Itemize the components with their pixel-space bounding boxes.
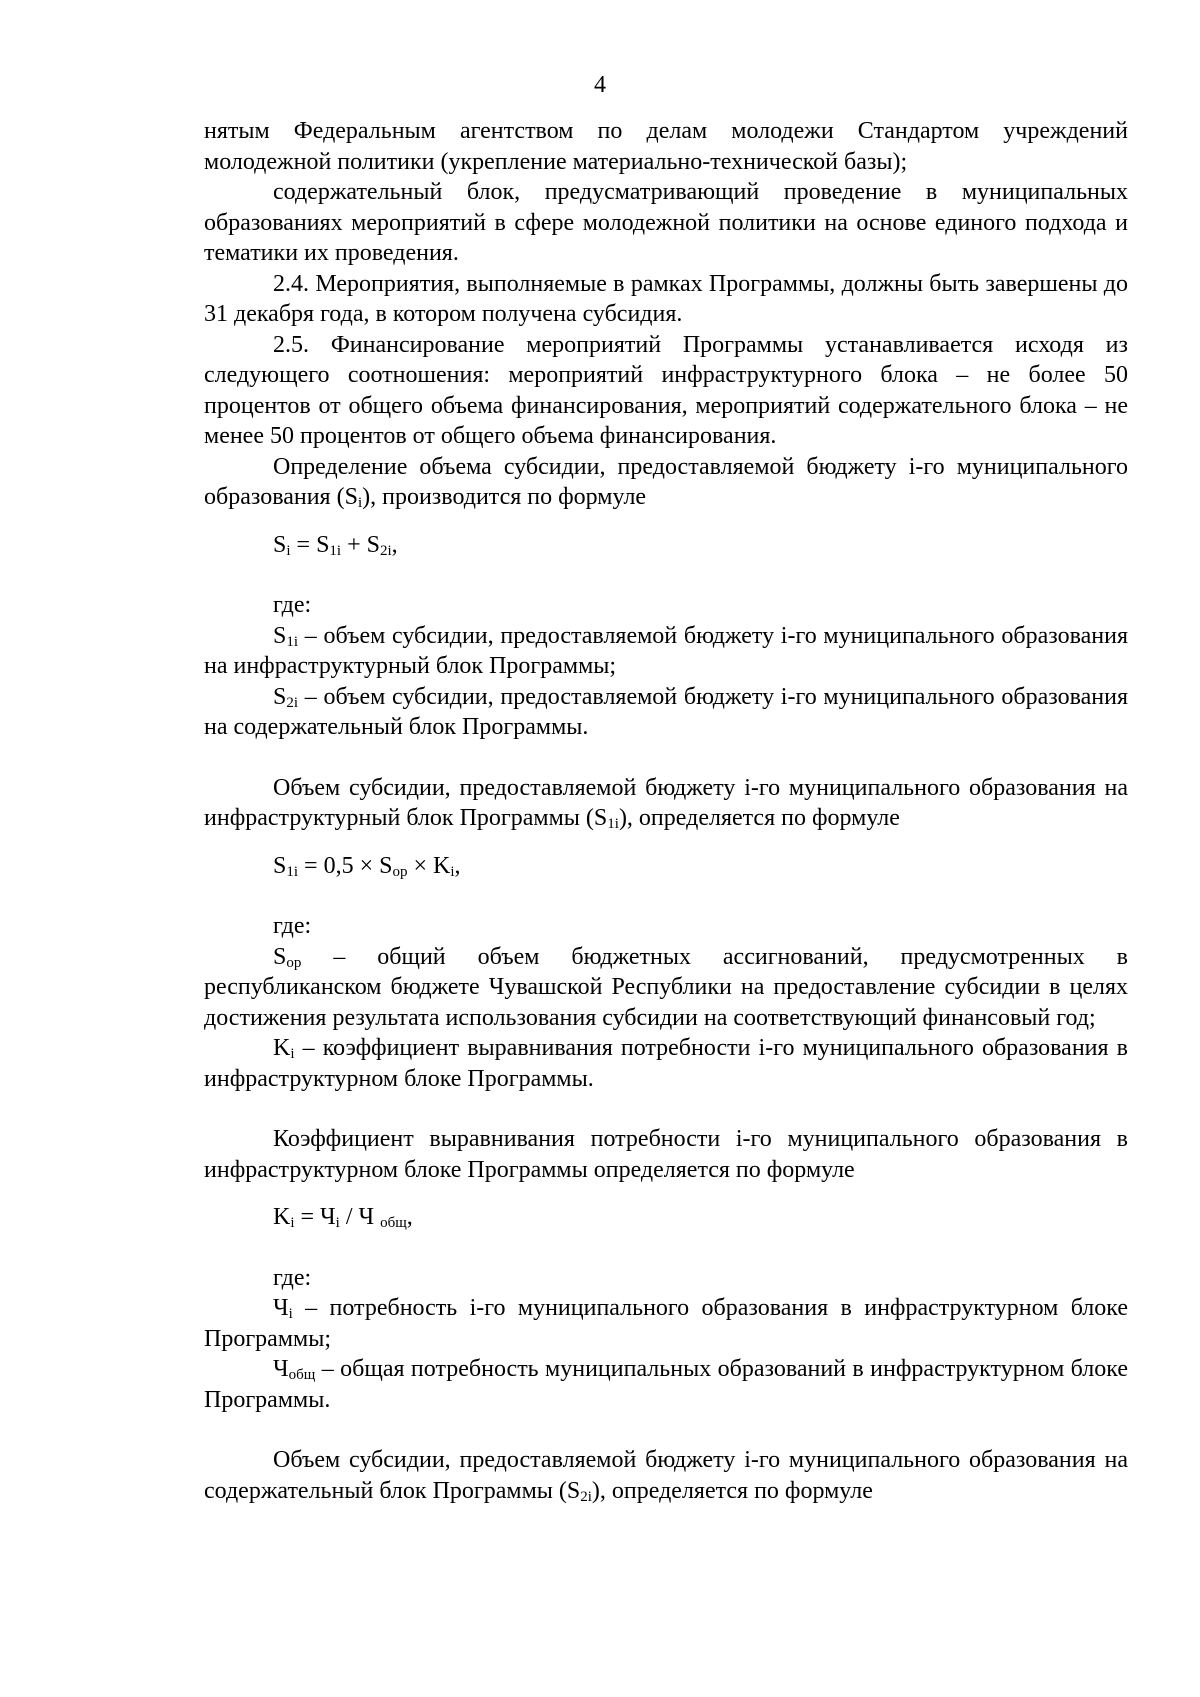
definition-s1i: $S_{1i}$ – объем субсидии, предоставляемой бюджету i-го муниципального образования на инфраструктурный блок Программы; — [204, 622, 1128, 679]
definition-chi: $Ч_i$ – потребность i-го муниципального образования в инфраструктурном блоке Программы; — [204, 1295, 1128, 1352]
definition-chobsh: $Ч_{общ}$ – общая потребность муниципальных образований в инфраструктурном блоке Программы. — [204, 1356, 1128, 1413]
paragraph-continuation: нятым Федеральным агентством по делам молодежи Стандартом учреждений молодежной политики (укрепление материально-технической базы); — [204, 118, 1128, 175]
page-number: 4 — [594, 72, 606, 98]
formula-ki: $K_i = Ч_i / Ч$ $_{общ}$, — [273, 1204, 413, 1231]
paragraph-2-5: 2.5. Финансирование мероприятий Программы устанавливается исходя из следующего соотношения: мероприятий инфраструктурного блока – не более 50 процентов от общего объема финансирования, мероприятий содержательного блока – не менее 50 процентов от общего объема финансирования. — [204, 331, 1128, 449]
where-label: где: — [273, 592, 312, 618]
paragraph-2-4: 2.4. Мероприятия, выполняемые в рамках Программы, должны быть завершены до 31 декабря года, в котором получена субсидия. — [204, 270, 1128, 327]
where-label: где: — [273, 1264, 312, 1291]
definition-s2i: $S_{2i}$ – объем субсидии, предоставляемой бюджету i-го муниципального образования на содержательный блок Программы. — [204, 683, 1128, 740]
where-label: где: — [273, 913, 312, 939]
paragraph-subsidy-definition: Определение объема субсидии, предоставляемой бюджету i-го муниципального образования $(S_i)$, производится по формуле — [204, 453, 1128, 511]
paragraph-ki-definition: Коэффициент выравнивания потребности i-го муниципального образования в инфраструктурном блоке Программы определяется по формуле — [204, 1126, 1128, 1183]
paragraph-content-block: содержательный блок, предусматривающий проведение в муниципальных образованиях мероприятий в сфере молодежной политики на основе единого подхода и тематики их проведения. — [204, 179, 1128, 266]
formula-s1i: $S_{1i} = 0,5 \times S_{op} \times K_i$, — [273, 852, 461, 880]
paragraph-s1i-definition: Объем субсидии, предоставляемой бюджету i-го муниципального образования на инфраструктурный блок Программы $(S_{1i})$, определяется по формуле — [204, 774, 1128, 832]
definition-sop: $S_{op}$ – общий объем бюджетных ассигнований, предусмотренных в республиканском бюджете Чувашской Республики на предоставление субсидии в целях достижения результата использования субсидии на соответствующий финансовый год; — [204, 943, 1128, 1031]
document-body — [204, 116, 1128, 1506]
paragraph-s2i-definition: Объем субсидии, предоставляемой бюджету i-го муниципального образования на содержательный блок Программы $(S_{2i})$, определяется по формуле — [204, 1447, 1128, 1505]
definition-ki: $K_i$ – коэффициент выравнивания потребности i-го муниципального образования в инфраструктурном блоке Программы. — [204, 1035, 1128, 1092]
formula-si: $S_i = S_{1i} + S_{2i}$, — [273, 531, 398, 559]
